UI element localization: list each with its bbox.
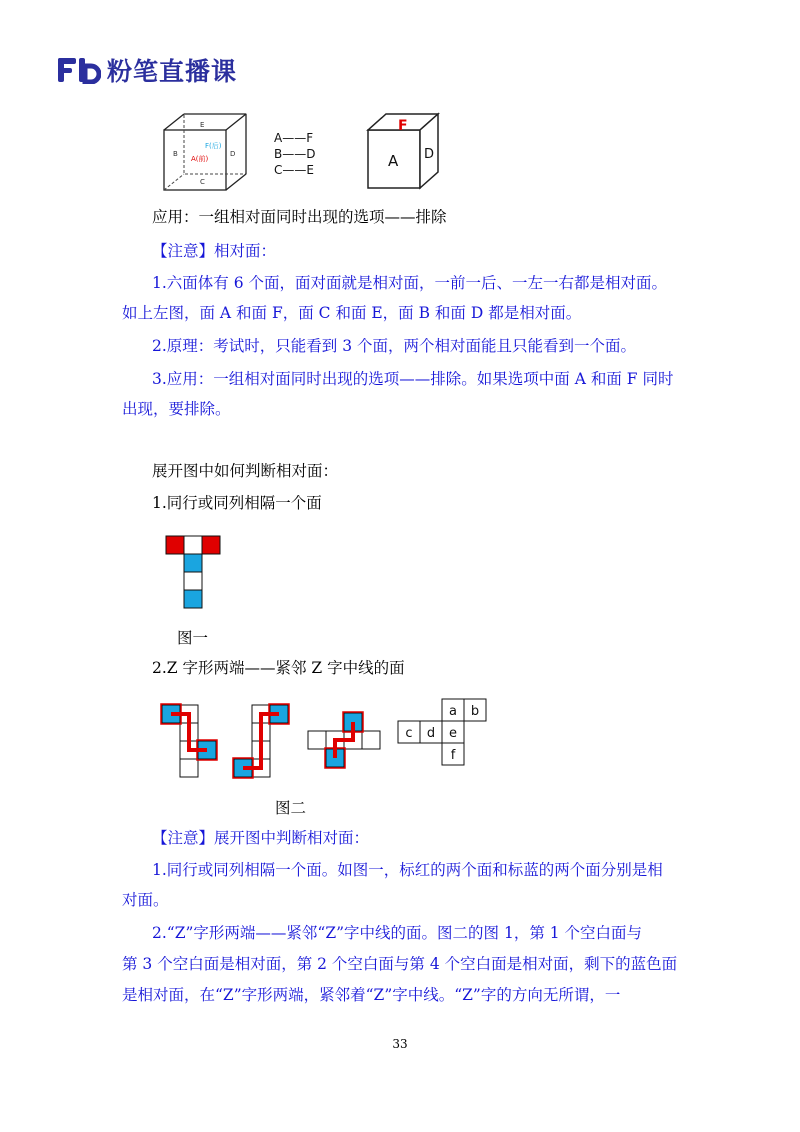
fb-logo-icon bbox=[57, 56, 101, 84]
note-item-3-cont: 出现，要排除。 bbox=[122, 400, 231, 418]
cube1-face-back: F(后) bbox=[205, 142, 222, 150]
paragraph-application: 应用：一组相对面同时出现的选项——排除 bbox=[152, 208, 447, 226]
rule-1: 1.同行或同列相隔一个面 bbox=[152, 494, 322, 512]
cube2-face-front: A bbox=[388, 152, 399, 170]
note-item-1: 1.六面体有 6 个面，面对面就是相对面，一前一后、一左一右都是相对面。 bbox=[152, 274, 668, 292]
cube1-face-top: E bbox=[200, 121, 205, 129]
pair-b-d: B——D bbox=[274, 147, 316, 161]
logo-text: 粉笔直播课 bbox=[107, 57, 238, 86]
note-item-2: 2.原理：考试时，只能看到 3 个面，两个相对面能且只能看到一个面。 bbox=[152, 337, 637, 355]
cube2-face-right: D bbox=[424, 147, 435, 162]
note-heading-opposite-faces: 【注意】相对面： bbox=[152, 242, 277, 260]
cube1-face-front: A(前) bbox=[191, 155, 209, 163]
pair-a-f: A——F bbox=[274, 131, 314, 145]
net-label-f: f bbox=[450, 748, 456, 763]
note-item-3: 3.应用：一组相对面同时出现的选项——排除。如果选项中面 A 和面 F 同时 bbox=[152, 370, 674, 388]
net-label-c: c bbox=[405, 726, 413, 741]
net-note-1: 1.同行或同列相隔一个面。如图一，标红的两个面和标蓝的两个面分别是相 bbox=[152, 861, 663, 879]
z-net-3 bbox=[308, 712, 380, 768]
net-label-a: a bbox=[449, 704, 457, 719]
net-label-b: b bbox=[470, 704, 480, 719]
pair-c-e: C——E bbox=[274, 163, 314, 177]
figure1-caption: 图一 bbox=[177, 629, 209, 647]
cube-figure bbox=[160, 108, 450, 192]
page-number: 33 bbox=[392, 1037, 408, 1051]
note-heading-net: 【注意】展开图中判断相对面： bbox=[152, 829, 370, 847]
net-note-1-cont: 对面。 bbox=[122, 891, 169, 909]
z-net-2 bbox=[233, 704, 289, 778]
solid-cube bbox=[368, 114, 438, 188]
cube1-face-bottom: C bbox=[200, 178, 205, 186]
cube1-face-left: B bbox=[173, 150, 178, 158]
section-heading-net: 展开图中如何判断相对面： bbox=[152, 462, 339, 480]
net-label-d: d bbox=[426, 726, 436, 741]
z-net-1 bbox=[161, 704, 217, 777]
net-label-e: e bbox=[449, 726, 457, 741]
rule-2: 2.Z 字形两端——紧邻 Z 字中线的面 bbox=[152, 659, 405, 677]
cube2-face-top: F bbox=[398, 118, 408, 134]
net-note-2-cont-1: 第 3 个空白面是相对面，第 2 个空白面与第 4 个空白面是相对面，剩下的蓝色面 bbox=[122, 955, 678, 973]
net-note-2: 2.“Z”字形两端——紧邻“Z”字中线的面。图二的图 1，第 1 个空白面与 bbox=[152, 924, 643, 942]
brand-logo bbox=[57, 52, 237, 88]
cube1-face-right: D bbox=[230, 150, 236, 158]
figure1-t-net bbox=[164, 534, 224, 614]
wireframe-cube bbox=[164, 114, 246, 190]
note-item-1-cont: 如上左图，面 A 和面 F，面 C 和面 E，面 B 和面 D 都是相对面。 bbox=[122, 304, 582, 322]
opposite-pairs-list bbox=[274, 131, 315, 177]
figure2-caption: 图二 bbox=[275, 799, 307, 817]
net-note-2-cont-2: 是相对面，在“Z”字形两端，紧邻着“Z”字中线。“Z”字的方向无所谓，一 bbox=[122, 986, 621, 1004]
figure2-z-nets bbox=[160, 695, 500, 785]
